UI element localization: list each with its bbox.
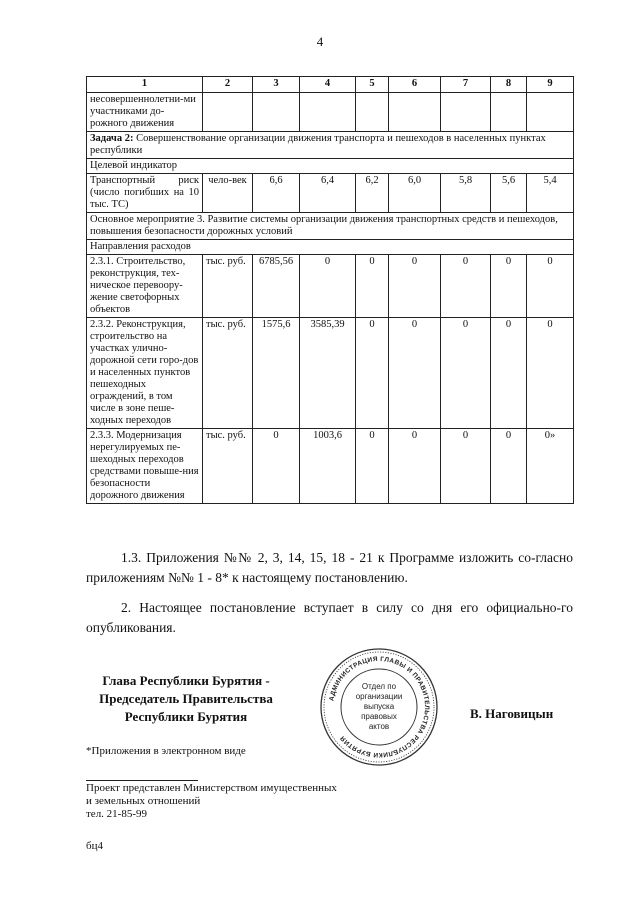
paragraph-appendices: 1.3. Приложения №№ 2, 3, 14, 15, 18 - 21 к Программе изложить со-гласно приложениям №№ 1 - 8* к настоящему постановлению. xyxy=(86,550,573,585)
cell-value: 6,2 xyxy=(356,174,389,213)
signatory-title xyxy=(86,672,286,726)
cell-value: 1575,6 xyxy=(253,318,300,429)
page-number: 4 xyxy=(316,34,324,49)
main-measure: Основное мероприятие 3. Развитие системы организации движения транспортных средств и пешеходов, повышения безопасности дорожных условий xyxy=(87,213,574,240)
row-unit: тыс. руб. xyxy=(203,318,253,429)
cell-value: 0 xyxy=(527,318,574,429)
col-header: 8 xyxy=(491,77,527,93)
indicator-row xyxy=(87,159,574,174)
task-label: Задача 2: xyxy=(90,133,134,144)
row-label: несовершеннолетни-ми участниками до-рожного движения xyxy=(87,93,203,132)
footnote: *Приложения в электронном виде xyxy=(86,745,246,757)
cell-value: 6,0 xyxy=(389,174,441,213)
paragraph-effective-date: 2. Настоящее постановление вступает в силу со дня его официально-го опубликования. xyxy=(86,600,573,635)
col-header: 7 xyxy=(441,77,491,93)
seal-ring-text: АДМИНИСТРАЦИЯ ГЛАВЫ И ПРАВИТЕЛЬСТВА РЕСПУБЛИКИ БУРЯТИЯ xyxy=(328,655,431,759)
task-text: Совершенствование организации движения транспорта и пешеходов в населенных пунктах республики xyxy=(90,133,546,156)
cell-value: 5,4 xyxy=(527,174,574,213)
row-label: Транспортный риск (число погибших на 10 тыс. ТС) xyxy=(87,174,203,213)
cell-value: 6785,56 xyxy=(253,255,300,318)
cell-value: 0 xyxy=(253,429,300,504)
row-unit: тыс. руб. xyxy=(203,429,253,504)
table-row xyxy=(87,318,574,429)
row-unit: чело-век xyxy=(203,174,253,213)
cell-value: 0 xyxy=(491,429,527,504)
signatory-line: Республики Бурятия xyxy=(124,709,248,724)
row-label: 2.3.1. Строительство, реконструкция, тех-ническое перевоору-жение светофорных объектов xyxy=(87,255,203,318)
footer-line: тел. 21-85-99 xyxy=(86,808,148,820)
footer-note xyxy=(86,782,337,821)
footer-line: Проект представлен Министерством имущественных xyxy=(86,782,337,794)
header-row xyxy=(87,77,574,93)
cell-value: 0» xyxy=(527,429,574,504)
cell-value: 3585,39 xyxy=(300,318,356,429)
cell-value: 0 xyxy=(441,429,491,504)
cell-value: 0 xyxy=(389,255,441,318)
cell-value: 0 xyxy=(389,429,441,504)
cell-value: 5,8 xyxy=(441,174,491,213)
seal-text: правовых xyxy=(361,712,397,721)
col-header: 1 xyxy=(87,77,203,93)
program-table xyxy=(86,76,574,504)
cell-value: 6,6 xyxy=(253,174,300,213)
cell-value: 0 xyxy=(441,318,491,429)
col-header: 2 xyxy=(203,77,253,93)
cell-value: 6,4 xyxy=(300,174,356,213)
seal-text: Отдел по xyxy=(361,682,397,691)
cell-value: 0 xyxy=(491,318,527,429)
row-label: 2.3.2. Реконструкция, строительство на участках улично-дорожной сети горо-дов и населенных пунктов пешеходных ограждений, в том числе в зоне пеше-ходных переходов xyxy=(87,318,203,429)
col-header: 9 xyxy=(527,77,574,93)
document-code: бц4 xyxy=(86,840,103,852)
footer-line: и земельных отношений xyxy=(86,795,201,807)
signatory-line: Председатель Правительства xyxy=(99,691,273,706)
table-row xyxy=(87,174,574,213)
col-header: 6 xyxy=(389,77,441,93)
seal-text: актов xyxy=(368,722,390,731)
col-header: 4 xyxy=(300,77,356,93)
row-label: 2.3.3. Модернизация нерегулируемых пе-шеходных переходов средствами повыше-ния безопасности дорожного движения xyxy=(87,429,203,504)
table-row xyxy=(87,429,574,504)
cell-value: 0 xyxy=(356,255,389,318)
signatory-line: Глава Республики Бурятия - xyxy=(102,673,270,688)
measure-row xyxy=(87,213,574,240)
target-indicator: Целевой индикатор xyxy=(87,159,574,174)
cell-value: 0 xyxy=(356,429,389,504)
table-row xyxy=(87,255,574,318)
cell-value: 0 xyxy=(491,255,527,318)
cell-value: 0 xyxy=(389,318,441,429)
cell-value: 5,6 xyxy=(491,174,527,213)
row-unit: тыс. руб. xyxy=(203,255,253,318)
direction-label: Направления расходов xyxy=(87,240,574,255)
cell-value: 0 xyxy=(441,255,491,318)
official-seal xyxy=(319,647,439,767)
cell-value: 0 xyxy=(356,318,389,429)
seal-text: выпуска xyxy=(363,702,395,711)
table-row xyxy=(87,93,574,132)
cell-value: 0 xyxy=(300,255,356,318)
col-header: 5 xyxy=(356,77,389,93)
direction-row xyxy=(87,240,574,255)
signatory-name: В. Наговицын xyxy=(470,706,554,721)
col-header: 3 xyxy=(253,77,300,93)
seal-text: организации xyxy=(355,692,403,701)
task-row xyxy=(87,132,574,159)
cell-value: 0 xyxy=(527,255,574,318)
cell-value: 1003,6 xyxy=(300,429,356,504)
divider xyxy=(86,780,198,781)
